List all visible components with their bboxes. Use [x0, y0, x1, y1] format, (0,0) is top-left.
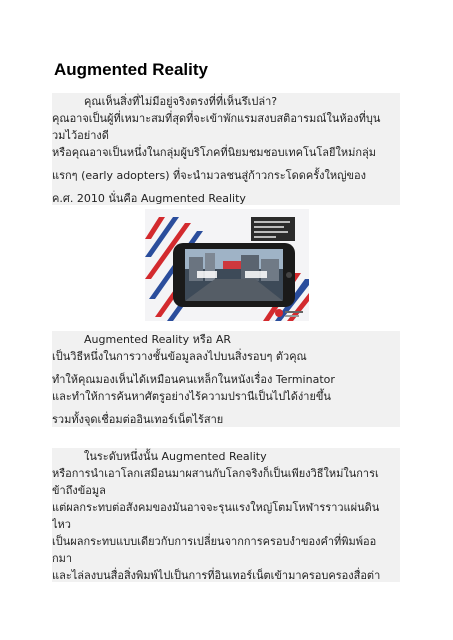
- text-line: Augmented Reality หรือ AR: [84, 333, 232, 346]
- page-title: Augmented Reality: [54, 60, 208, 79]
- text-line: ในระดับหนึ่งนั้น Augmented Reality: [84, 450, 267, 463]
- text-line: คุณเห็นสิ่งที่ไม่มีอยู่จริงตรงที่ที่เห็นรึเปล่า?: [84, 95, 278, 108]
- text-line: รวมทั้งจุดเชื่อมต่ออินเทอร์เน็ตไร้สาย: [52, 413, 224, 426]
- text-line: กมา: [52, 552, 73, 565]
- text-line: ทำให้คุณมองเห็นได้เหมือนคนเหล็กในหนังเรื่อง Terminator: [52, 373, 335, 386]
- smartphone: [173, 243, 295, 307]
- text-line: ไหว: [52, 518, 71, 531]
- text-line: แต่ผลกระทบต่อสังคมของมันอาจจะรุนแรงใหญ่โตมโหฬารราวแผ่นดิน: [52, 501, 380, 514]
- text-line: คุณอาจเป็นผู้ที่เหมาะสมที่สุดที่จะเข้าพักแรมสงบสติอารมณ์ในห้องที่บุน: [52, 112, 381, 125]
- ar-definition-paragraph: [52, 331, 400, 427]
- ar-phone-image: [145, 209, 309, 321]
- impact-paragraph: [52, 448, 400, 582]
- text-line: และไล่ลงบนสื่อสิ่งพิมพ์ไปเป็นการที่อินเทอร์เน็ตเข้ามาครอบครองสื่อต่า: [52, 569, 381, 582]
- text-line: และทำให้การค้นหาศัตรูอย่างไร้ความปรานีเป็นไปได้ง่ายขึ้น: [52, 390, 331, 403]
- text-line: เป็นผลกระทบแบบเดียวกับการเปลี่ยนจากการครอบงำของคำที่พิมพ์ออ: [52, 535, 377, 548]
- text-line: แรกๆ (early adopters) ที่จะนำมวลชนสู่ก้าวกระโดดครั้งใหญ่ของ: [52, 169, 366, 182]
- text-line: หรือคุณอาจเป็นหนึ่งในกลุ่มผู้บริโภคที่นิยมชมชอบเทคโนโลยีใหม่กลุ่ม: [52, 146, 377, 159]
- text-line: วมไว้อย่างดี: [52, 129, 109, 142]
- smartphone-ar-illustration: [145, 209, 309, 321]
- info-panel: [251, 217, 295, 241]
- text-line: เป็นวิธีหนึ่งในการวางชั้นข้อมูลลงไปบนสิ่งรอบๆ ตัวคุณ: [52, 350, 307, 363]
- intro-paragraph: [52, 93, 400, 205]
- text-line: ค.ศ. 2010 นั่นคือ Augmented Reality: [52, 192, 246, 205]
- text-line: ข้าถึงข้อมูล: [52, 484, 106, 497]
- text-line: หรือการนำเอาโลกเสมือนมาผสานกับโลกจริงก็เป็นเพียงวิธีใหม่ในการเ: [52, 467, 379, 480]
